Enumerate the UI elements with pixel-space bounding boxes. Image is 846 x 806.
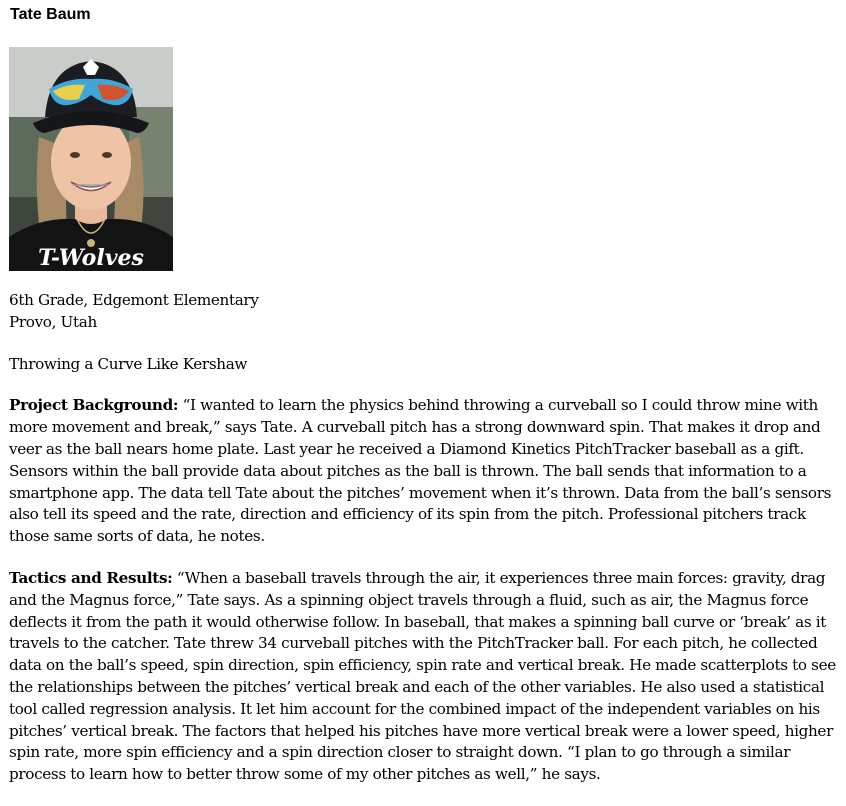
project-background-text: “I wanted to learn the physics behind throwing a curveball so I could throw mine with more movement and break,” says Tate. A curveball pitch has a strong downward spin. That makes it drop and veer as the ball nears home plate. Last year he received a Diamond Kinetics PitchTracker baseball as a gift. Sensors within the ball provide data about pitches as the ball is thrown. The ball sends that information to a smartphone app. The data tell Tate about the pitches’ movement when it’s thrown. Data from the ball’s sensors also tell its speed and the rate, direction and efficiency of its spin from the pitch. Professional pitchers track those same sorts of data, he notes. (9, 396, 832, 546)
grade-school: 6th Grade, Edgemont Elementary (9, 291, 259, 309)
shirt-lettering: T-Wolves (38, 245, 144, 271)
profile-body (9, 290, 841, 806)
project-background-label: Project Background: (9, 396, 179, 415)
student-photo (9, 47, 173, 271)
location: Provo, Utah (9, 312, 97, 331)
tactics-results (9, 568, 841, 786)
tactics-results-text: “When a baseball travels through the air, it experiences three main forces: gravity, drag and the Magnus force,” Tate says. As a spinning object travels through a fluid, such as air, the Magnus force deflects it from the path it would otherwise follow. In baseball, that makes a spinning ball curve or ‘break’ as it travels to the catcher. Tate threw 34 curveball pitches with the PitchTracker ball. For each pitch, he collected data on the ball’s speed, spin direction, spin efficiency, spin rate and vertical break. He made scatterplots to see the relationships between the pitches’ vertical break and each of the other variables. He also used a statistical tool called regression analysis. It let him account for the combined impact of the independent variables on his pitches’ vertical break. The factors that helped his pitches have more vertical break were a lower speed, higher spin rate, more spin efficiency and a spin direction closer to straight down. “I plan to go through a similar process to learn how to better throw some of my other pitches as well,” he says. (9, 568, 836, 784)
tactics-results-label: Tactics and Results: (9, 568, 173, 587)
student-name: Tate Baum (10, 6, 91, 23)
project-title: Throwing a Curve Like Kershaw (9, 354, 248, 373)
project-background (9, 395, 841, 548)
